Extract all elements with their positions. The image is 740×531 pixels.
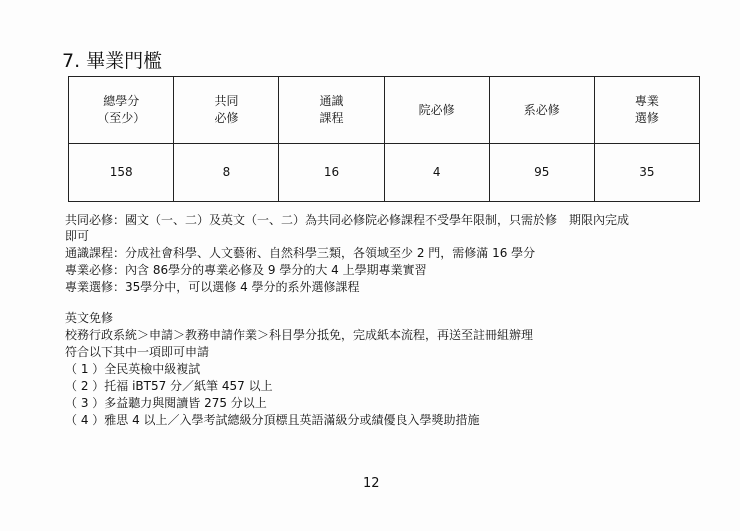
- exemption-heading: 英文免修: [65, 311, 114, 325]
- value-cell: 35: [594, 144, 699, 202]
- graduation-requirements-table: [68, 76, 700, 202]
- note-line: 專業必修：內含 86學分的專業必修及 9 學分的大 4 上學期專業實習: [65, 263, 427, 277]
- header-cell: 總學分 （至少）: [69, 77, 174, 144]
- exemption-line: 符合以下其中一項即可申請: [65, 345, 210, 359]
- table-header-row: [69, 77, 700, 144]
- value-cell: 4: [384, 144, 489, 202]
- header-cell: 院必修: [384, 77, 489, 144]
- value-cell: 95: [489, 144, 594, 202]
- header-cell: 共同 必修: [174, 77, 279, 144]
- table-row: [69, 144, 700, 202]
- note-line: 即可: [65, 229, 90, 243]
- exemption-line: （ 1 ）全民英檢中級複試: [65, 362, 201, 376]
- header-cell: 專業 選修: [594, 77, 699, 144]
- value-cell: 8: [174, 144, 279, 202]
- note-line: 通識課程：分成社會科學、人文藝術、自然科學三類，各領域至少 2 門，需修滿 16 學分: [65, 246, 536, 260]
- value-cell: 158: [69, 144, 174, 202]
- exemption-line: 校務行政系統＞申請＞教務申請作業＞科目學分抵免，完成紙本流程，再送至註冊組辦理: [65, 328, 534, 342]
- exemption-line: （ 3 ）多益聽力與閱讀皆 275 分以上: [65, 396, 267, 410]
- note-line: 共同必修：國文（一、二）及英文（一、二）為共同必修院必修課程不受學年限制，只需於修 期限內完成: [65, 213, 630, 227]
- header-cell: 通識 課程: [279, 77, 384, 144]
- exemption-line: （ 2 ）托福 iBT57 分／紙筆 457 以上: [65, 379, 273, 393]
- page-number: 12: [363, 476, 380, 491]
- section-title: 7. 畢業門檻: [62, 50, 163, 72]
- header-cell: 系必修: [489, 77, 594, 144]
- exemption-line: （ 4 ）雅思 4 以上／入學考試總級分頂標且英語滿級分或績優良入學獎助措施: [65, 413, 480, 427]
- note-line: 專業選修：35學分中，可以選修 4 學分的系外選修課程: [65, 280, 360, 294]
- value-cell: 16: [279, 144, 384, 202]
